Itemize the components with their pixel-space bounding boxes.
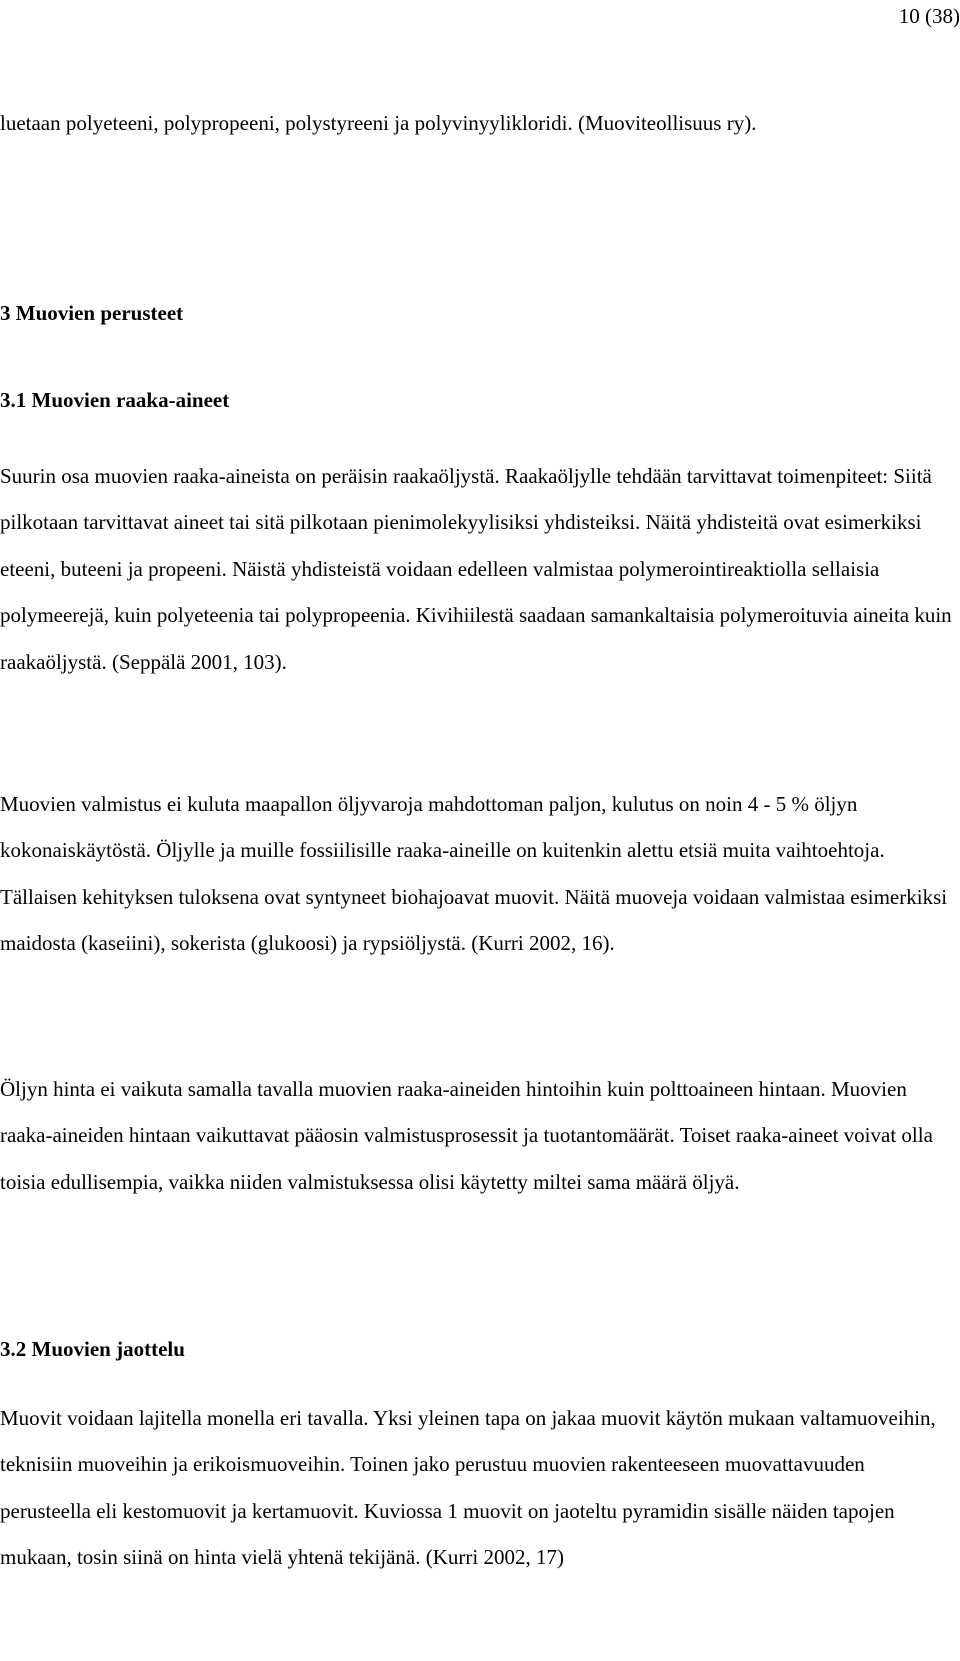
paragraph-plastic-classification: Muovit voidaan lajitella monella eri tavalla. Yksi yleinen tapa on jakaa muovit käytön mukaan valtamuoveihin, teknisiin muoveihin ja erikoismuoveihin. Toinen jako perustuu muovien rakenteeseen muovattavuuden perusteella eli kestomuovit ja kertamuovit. Kuviossa 1 muovit on jaoteltu pyramidin sisälle näiden tapojen mukaan, tosin siinä on hinta vielä yhtenä tekijänä. (Kurri 2002, 17) bbox=[0, 1406, 936, 1570]
paragraph-oil-consumption: Muovien valmistus ei kuluta maapallon öljyvaroja mahdottoman paljon, kulutus on noin 4 - 5 % öljyn kokonaiskäytöstä. Öljylle ja muille fossiilisille raaka-aineille on kuitenkin alettu etsiä muita vaihtoehtoja. Tällaisen kehityksen tuloksena ovat syntyneet biohajoavat muovit. Näitä muoveja voidaan valmistaa esimerkiksi maidosta (kaseiini), sokerista (glukoosi) ja rypsiöljystä. (Kurri 2002, 16). bbox=[0, 792, 948, 956]
section-heading-3-1: 3.1 Muovien raaka-aineet bbox=[0, 388, 230, 412]
paragraph-oil-price: Öljyn hinta ei vaikuta samalla tavalla muovien raaka-aineiden hintoihin kuin polttoaineen hintaan. Muovien raaka-aineiden hintaan vaikuttavat pääosin valmistusprosessit ja tuotantomäärät. Toiset raaka-aineet voivat olla toisia edullisempia, vaikka niiden valmistuksessa olisi käytetty miltei sama määrä öljyä. bbox=[0, 1077, 933, 1194]
paragraph-raw-materials: Suurin osa muovien raaka-aineista on peräisin raakaöljystä. Raakaöljylle tehdään tarvittavat toimenpiteet: Siitä pilkotaan tarvittavat aineet tai sitä pilkotaan pienimolekyylisiksi yhdisteiksi. Näitä yhdisteitä ovat esimerkiksi eteeni, buteeni ja propeeni. Näistä yhdisteistä voidaan edelleen valmistaa polymerointireaktiolla sellaisia polymeerejä, kuin polyeteenia tai polypropeenia. Kivihiilestä saadaan samankaltaisia polymeroituvia aineita kuin raakaöljystä. (Seppälä 2001, 103). bbox=[0, 464, 952, 674]
intro-paragraph: luetaan polyeteeni, polypropeeni, polystyreeni ja polyvinyylikloridi. (Muoviteollisuus ry). bbox=[0, 111, 757, 135]
page-number: 10 (38) bbox=[898, 4, 960, 28]
chapter-heading: 3 Muovien perusteet bbox=[0, 301, 184, 325]
section-heading-3-2: 3.2 Muovien jaottelu bbox=[0, 1337, 185, 1361]
